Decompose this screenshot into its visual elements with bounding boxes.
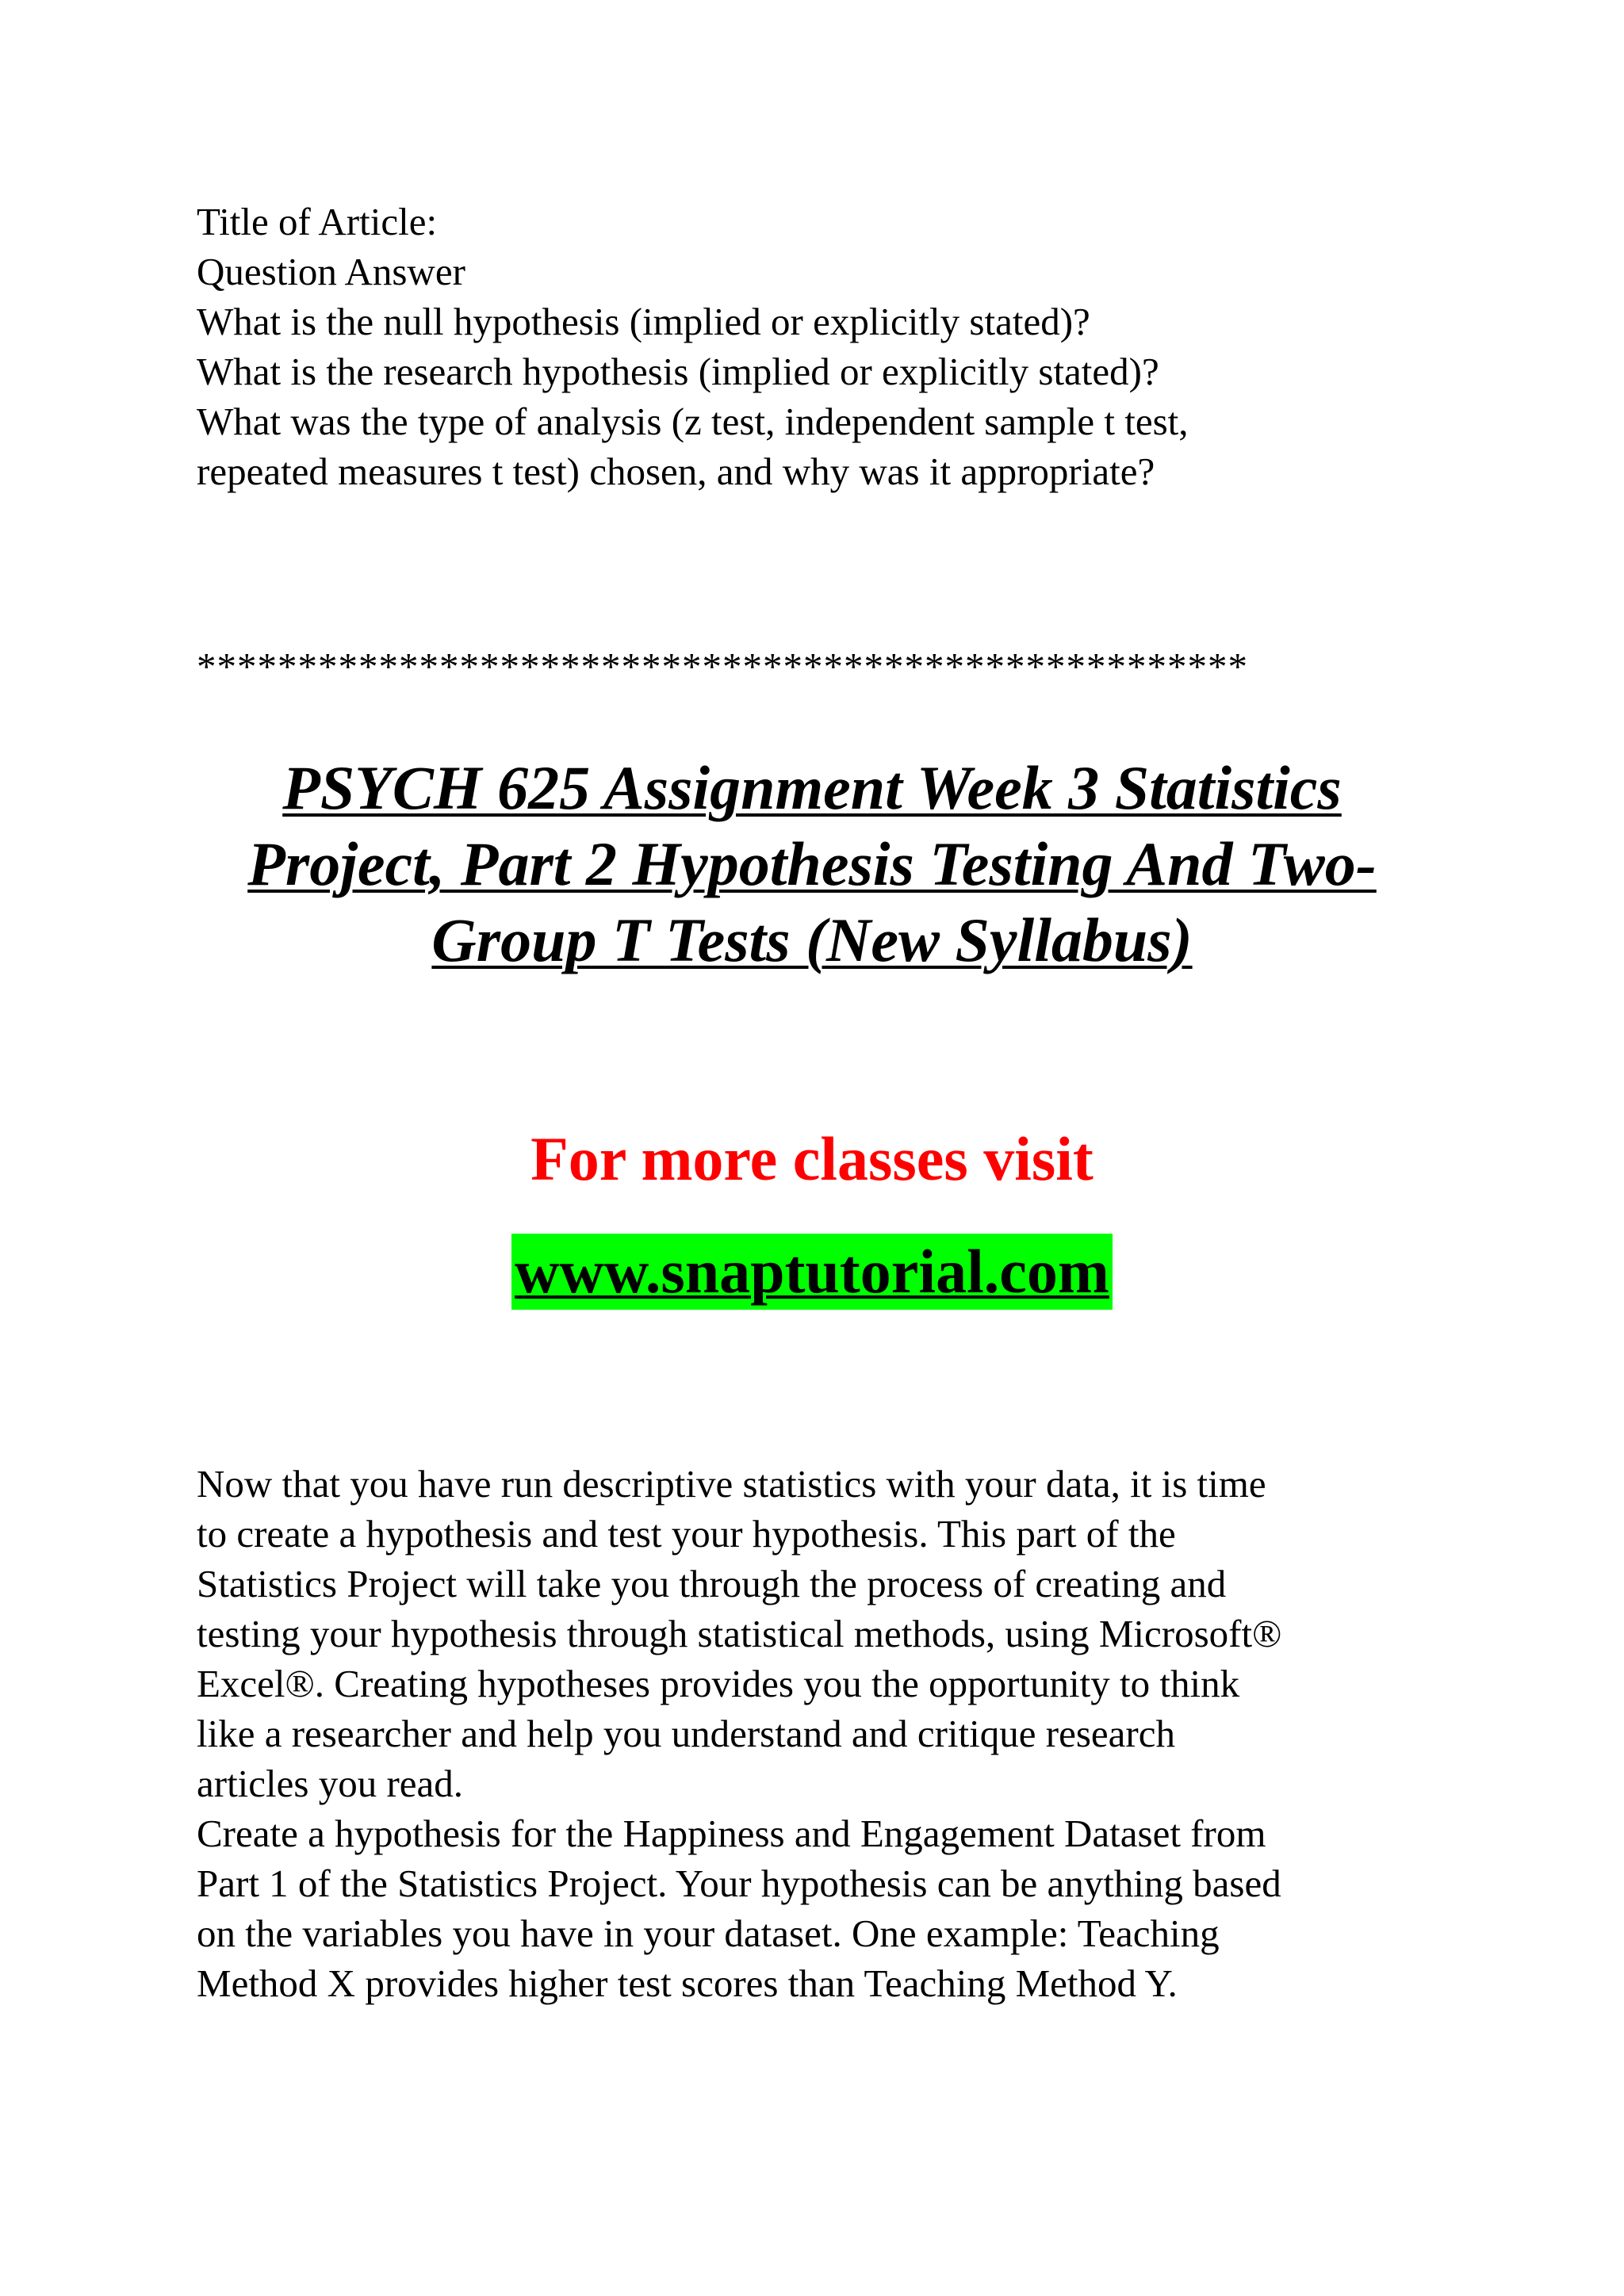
body-line: Part 1 of the Statistics Project. Your hypothesis can be anything based	[197, 1862, 1281, 1905]
question-line-null: What is the null hypothesis (implied or explicitly stated)?	[197, 300, 1090, 343]
title-line-1: PSYCH 625 Assignment Week 3 Statistics	[282, 753, 1342, 822]
body-line: Excel®. Creating hypotheses provides you the opportunity to think	[197, 1662, 1240, 1705]
title-line-2: Project, Part 2 Hypothesis Testing And Two-	[247, 829, 1377, 898]
document-title	[0, 750, 1624, 978]
promo-text: For more classes visit	[530, 1124, 1094, 1193]
body-line: Method X provides higher test scores than Teaching Method Y.	[197, 1961, 1178, 2005]
asterisk-separator: ****************************************************	[197, 645, 1248, 688]
question-line-header: Question Answer	[197, 250, 465, 293]
body-line: Create a hypothesis for the Happiness and Engagement Dataset from	[197, 1812, 1266, 1855]
body-line: on the variables you have in your dataset. One example: Teaching	[197, 1911, 1220, 1955]
body-line: to create a hypothesis and test your hypothesis. This part of the	[197, 1512, 1176, 1556]
question-line-title: Title of Article:	[197, 200, 438, 243]
body-line: like a researcher and help you understand and critique research	[197, 1712, 1175, 1755]
body-line: articles you read.	[197, 1762, 464, 1805]
question-line-research: What is the research hypothesis (implied or explicitly stated)?	[197, 350, 1159, 393]
body-line: Statistics Project will take you through the process of creating and	[197, 1562, 1227, 1605]
promo-url-wrapper	[0, 1234, 1624, 1310]
body-line: Now that you have run descriptive statistics with your data, it is time	[197, 1462, 1266, 1506]
question-line-analysis-cont: repeated measures t test) chosen, and why was it appropriate?	[197, 450, 1155, 493]
title-line-3: Group T Tests (New Syllabus)	[431, 905, 1193, 974]
body-line: testing your hypothesis through statistical methods, using Microsoft®	[197, 1612, 1282, 1655]
promo-url-link[interactable]: www.snaptutorial.com	[511, 1234, 1113, 1310]
question-line-analysis: What was the type of analysis (z test, independent sample t test,	[197, 400, 1189, 443]
